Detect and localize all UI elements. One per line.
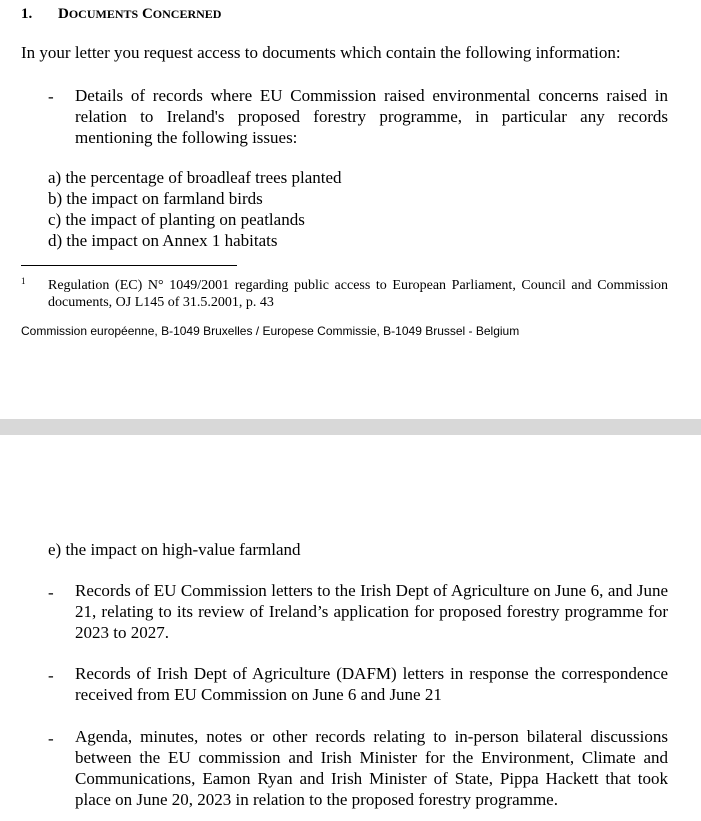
bullet-dash: -: [48, 666, 54, 685]
bullet-dash: -: [48, 729, 54, 748]
issue-item-d: d) the impact on Annex 1 habitats: [48, 231, 278, 250]
page-break: [0, 419, 701, 435]
issue-item-c: c) the impact of planting on peatlands: [48, 210, 305, 229]
footer-address: Commission européenne, B-1049 Bruxelles / Europese Commissie, B-1049 Brussel - Belgium: [21, 324, 520, 338]
bullet-bilateral-discussions: Agenda, minutes, notes or other records relating to in-person bilateral discussions between the EU commission and Irish Minister for the Environment, Climate and Communications, Eamon Ryan and Irish Minister of State, Pippa Hackett that took place on June 20, 2023 in relation to the proposed forestry programme.: [75, 727, 668, 809]
issue-item-a: a) the percentage of broadleaf trees planted: [48, 168, 342, 187]
bullet-commission-letters: Records of EU Commission letters to the Irish Dept of Agriculture on June 6, and June 21, relating to its review of Ireland’s application for proposed forestry programme for 2023 to 2027.: [75, 581, 668, 642]
issue-item-e: e) the impact on high-value farmland: [48, 540, 301, 559]
section-number: 1.: [21, 6, 33, 22]
section-heading: [21, 6, 221, 23]
section-title: DOCUMENTS CONCERNED: [58, 6, 222, 22]
bullet-details-of-records: Details of records where EU Commission raised environmental concerns raised in relation to Ireland's proposed forestry programme, in particular any records mentioning the following issues:: [75, 86, 668, 147]
footnote-text: Regulation (EC) N° 1049/2001 regarding public access to European Parliament, Council and Commission documents, OJ L145 of 31.5.2001, p. 43: [48, 278, 668, 310]
bullet-dash: -: [48, 87, 54, 106]
bullet-dafm-letters: Records of Irish Dept of Agriculture (DAFM) letters in response the correspondence received from EU Commission on June 6 and June 21: [75, 664, 668, 704]
bullet-dash: -: [48, 583, 54, 602]
issue-item-b: b) the impact on farmland birds: [48, 189, 263, 208]
footnote-mark: 1: [21, 276, 26, 286]
footnote-divider: [21, 265, 237, 266]
intro-paragraph: In your letter you request access to documents which contain the following information:: [21, 43, 621, 62]
